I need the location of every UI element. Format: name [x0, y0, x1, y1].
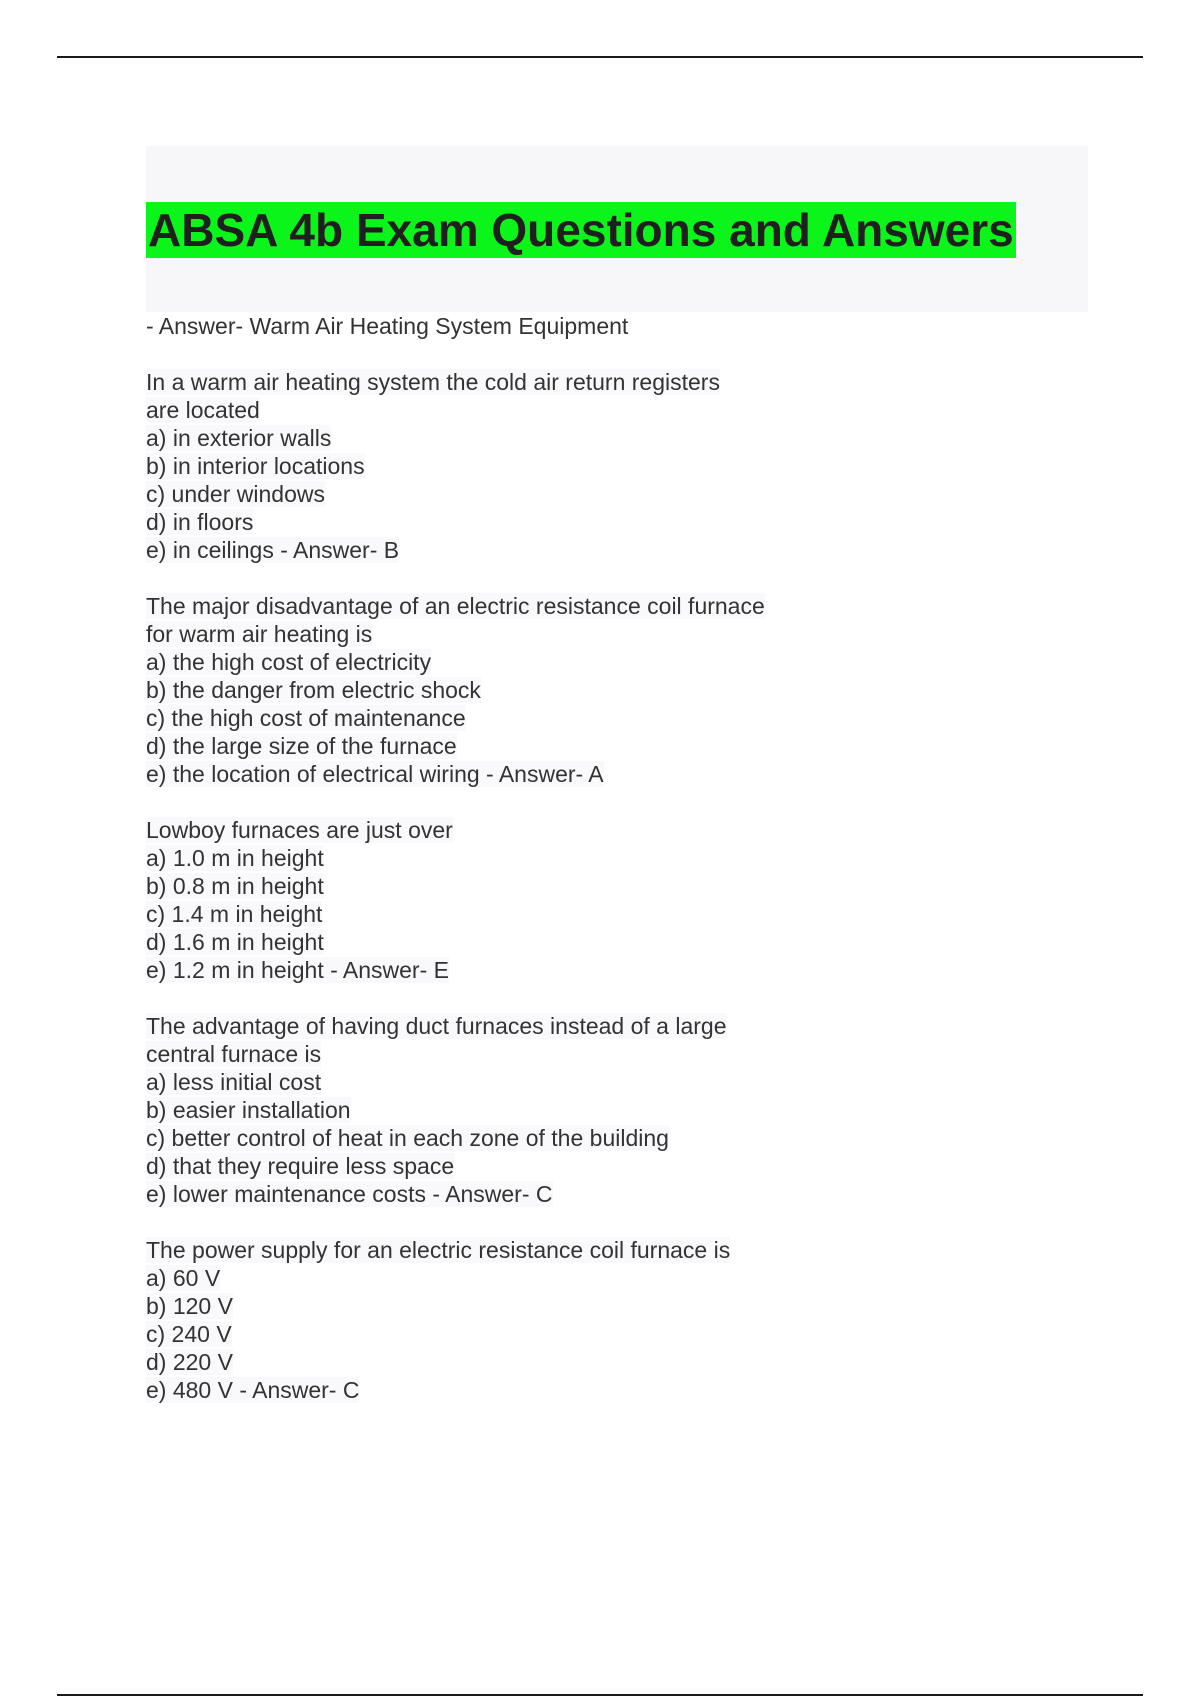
option-line: b) easier installation	[146, 1097, 351, 1123]
title-panel	[146, 146, 1088, 312]
document-title: ABSA 4b Exam Questions and Answers	[148, 204, 1014, 256]
option-line: c) under windows	[146, 481, 325, 507]
question-block-5	[146, 1236, 1086, 1404]
question-line: central furnace is	[146, 1041, 322, 1067]
option-line: c) better control of heat in each zone of the building	[146, 1125, 669, 1151]
question-line: for warm air heating is	[146, 621, 373, 647]
question-line: The major disadvantage of an electric resistance coil furnace	[146, 593, 765, 619]
option-line: a) 60 V	[146, 1265, 221, 1291]
section-subtitle: - Answer- Warm Air Heating System Equipment	[146, 313, 629, 339]
question-line: are located	[146, 397, 260, 423]
option-line: b) 0.8 m in height	[146, 873, 324, 899]
question-block-3	[146, 816, 1086, 984]
option-line: d) 220 V	[146, 1349, 233, 1375]
question-block-4	[146, 1012, 1086, 1208]
option-answer-line: e) in ceilings - Answer- B	[146, 537, 400, 563]
question-line: The power supply for an electric resistance coil furnace is	[146, 1237, 731, 1263]
option-line: c) 1.4 m in height	[146, 901, 323, 927]
option-answer-line: e) the location of electrical wiring - Answer- A	[146, 761, 604, 787]
bottom-rule	[57, 1694, 1143, 1696]
option-answer-line: e) lower maintenance costs - Answer- C	[146, 1181, 553, 1207]
option-line: a) 1.0 m in height	[146, 845, 324, 871]
option-line: d) that they require less space	[146, 1153, 455, 1179]
option-answer-line: e) 1.2 m in height - Answer- E	[146, 957, 449, 983]
option-line: b) the danger from electric shock	[146, 677, 481, 703]
option-line: b) in interior locations	[146, 453, 365, 479]
question-block-1	[146, 368, 1086, 564]
option-answer-line: e) 480 V - Answer- C	[146, 1377, 360, 1403]
option-line: d) the large size of the furnace	[146, 733, 457, 759]
document-body	[146, 312, 1086, 1404]
option-line: a) in exterior walls	[146, 425, 332, 451]
top-rule	[57, 56, 1143, 58]
option-line: a) less initial cost	[146, 1069, 322, 1095]
question-block-2	[146, 592, 1086, 788]
option-line: a) the high cost of electricity	[146, 649, 432, 675]
question-line: Lowboy furnaces are just over	[146, 817, 453, 843]
question-line: The advantage of having duct furnaces instead of a large	[146, 1013, 727, 1039]
option-line: c) the high cost of maintenance	[146, 705, 466, 731]
option-line: c) 240 V	[146, 1321, 232, 1347]
question-line: In a warm air heating system the cold air return registers	[146, 369, 720, 395]
option-line: d) in floors	[146, 509, 254, 535]
option-line: b) 120 V	[146, 1293, 233, 1319]
option-line: d) 1.6 m in height	[146, 929, 324, 955]
